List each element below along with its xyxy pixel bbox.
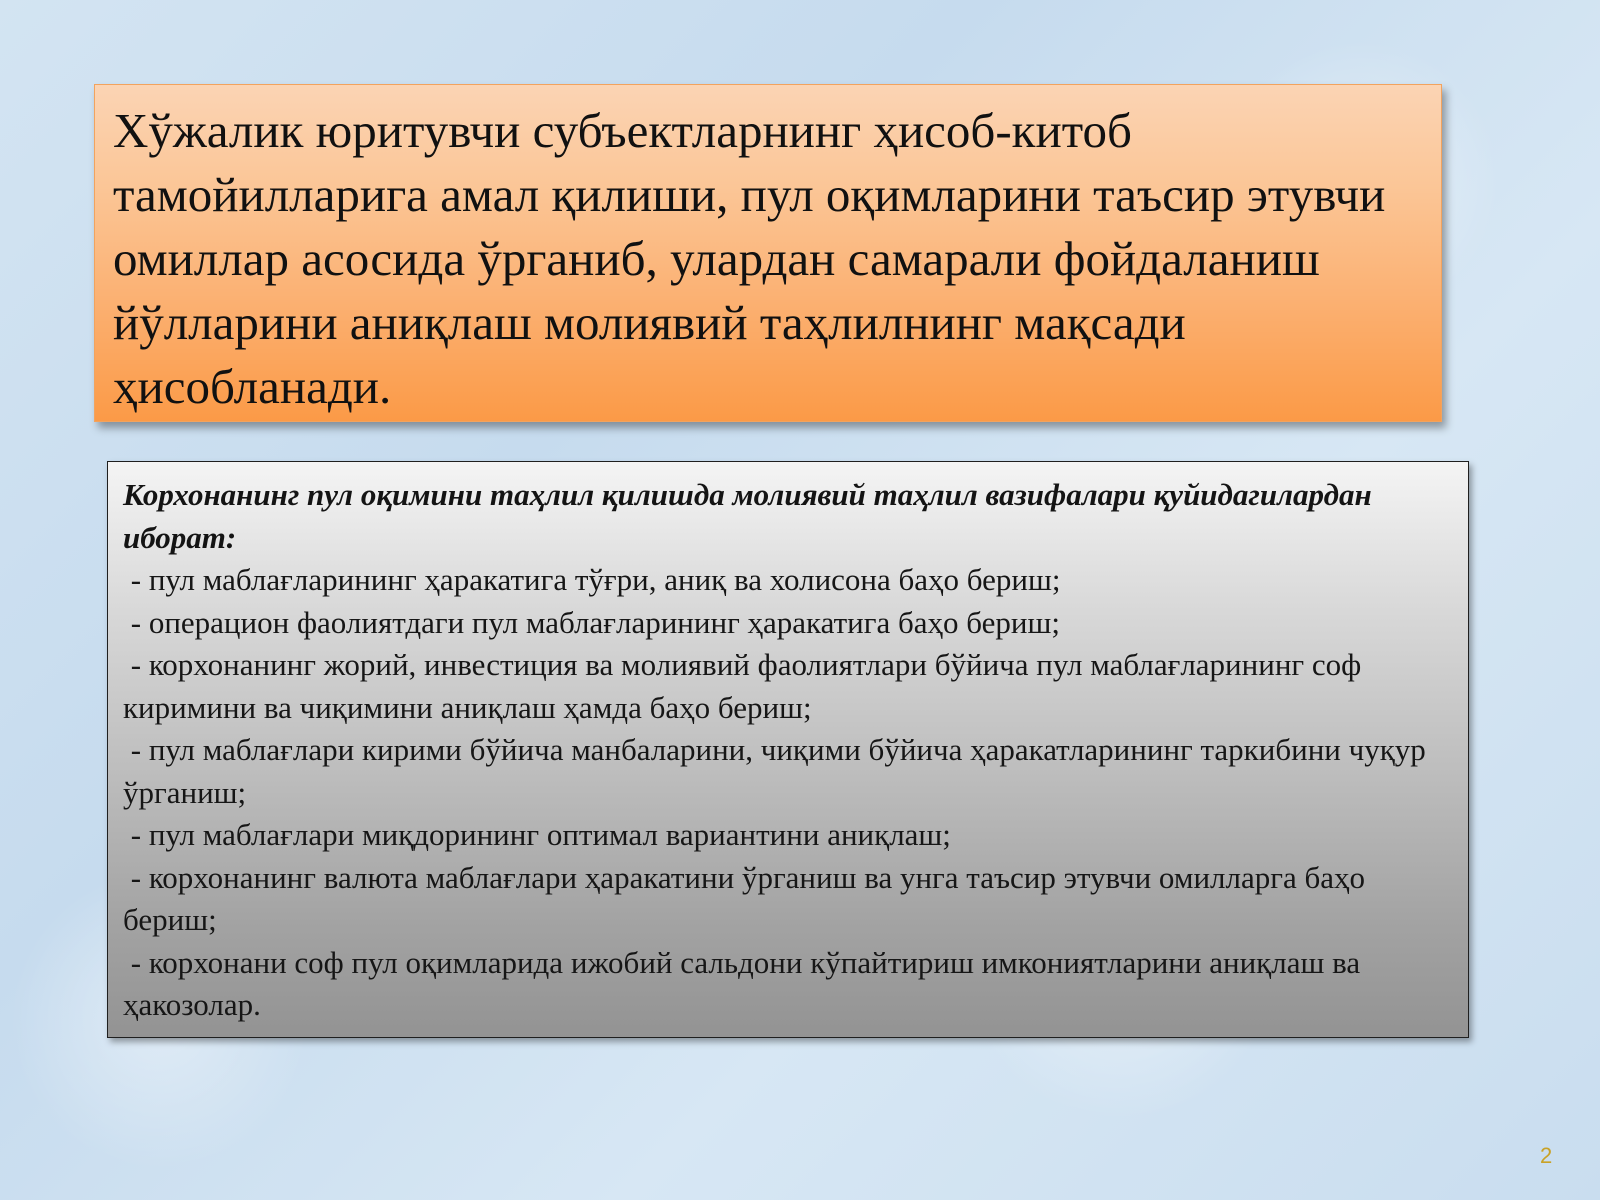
task-item: - пул маблағлари миқдорининг оптимал вариантини аниқлаш; [123, 817, 951, 852]
tasks-heading: Корхонанинг пул оқимини таҳлил қилишда молиявий таҳлил вазифалари қуйидагилардан иборат: [123, 477, 1372, 555]
task-item: - пул маблағлари кирими бўйича манбаларини, чиқими бўйича ҳаракатларининг таркибини чуқур ўрганиш; [123, 732, 1434, 810]
task-item: - операцион фаолиятдаги пул маблағларининг ҳаракатига баҳо бериш; [123, 604, 1060, 640]
task-item: - пул маблағларининг ҳаракатига тўғри, аниқ ва холисона баҳо бериш; [123, 562, 1061, 597]
intro-text-box [94, 84, 1442, 422]
task-item: - корхонани соф пул оқимларида ижобий сальдони кўпайтириш имкониятларини аниқлаш ва ҳакозолар. [123, 944, 1368, 1022]
tasks-text-box [107, 461, 1469, 1038]
page-number: 2 [1540, 1143, 1553, 1168]
task-item: - корхонанинг жорий, инвестиция ва молиявий фаолиятлари бўйича пул маблағларининг соф киримини ва чиқимини аниқлаш ҳамда баҳо бериш; [123, 647, 1369, 725]
intro-paragraph: Хўжалик юритувчи субъектларнинг ҳисоб-китоб тамойилларига амал қилиши, пул оқимларини таъсир этувчи омиллар асосида ўрганиб, улардан самарали фойдаланиш йўлларини аниқлаш молиявий таҳлилнинг мақсади ҳисобланади. [113, 103, 1386, 414]
task-item: - корхонанинг валюта маблағлари ҳаракатини ўрганиш ва унга таъсир этувчи омилларга баҳо бериш; [123, 859, 1373, 937]
task-list [123, 559, 1454, 1027]
